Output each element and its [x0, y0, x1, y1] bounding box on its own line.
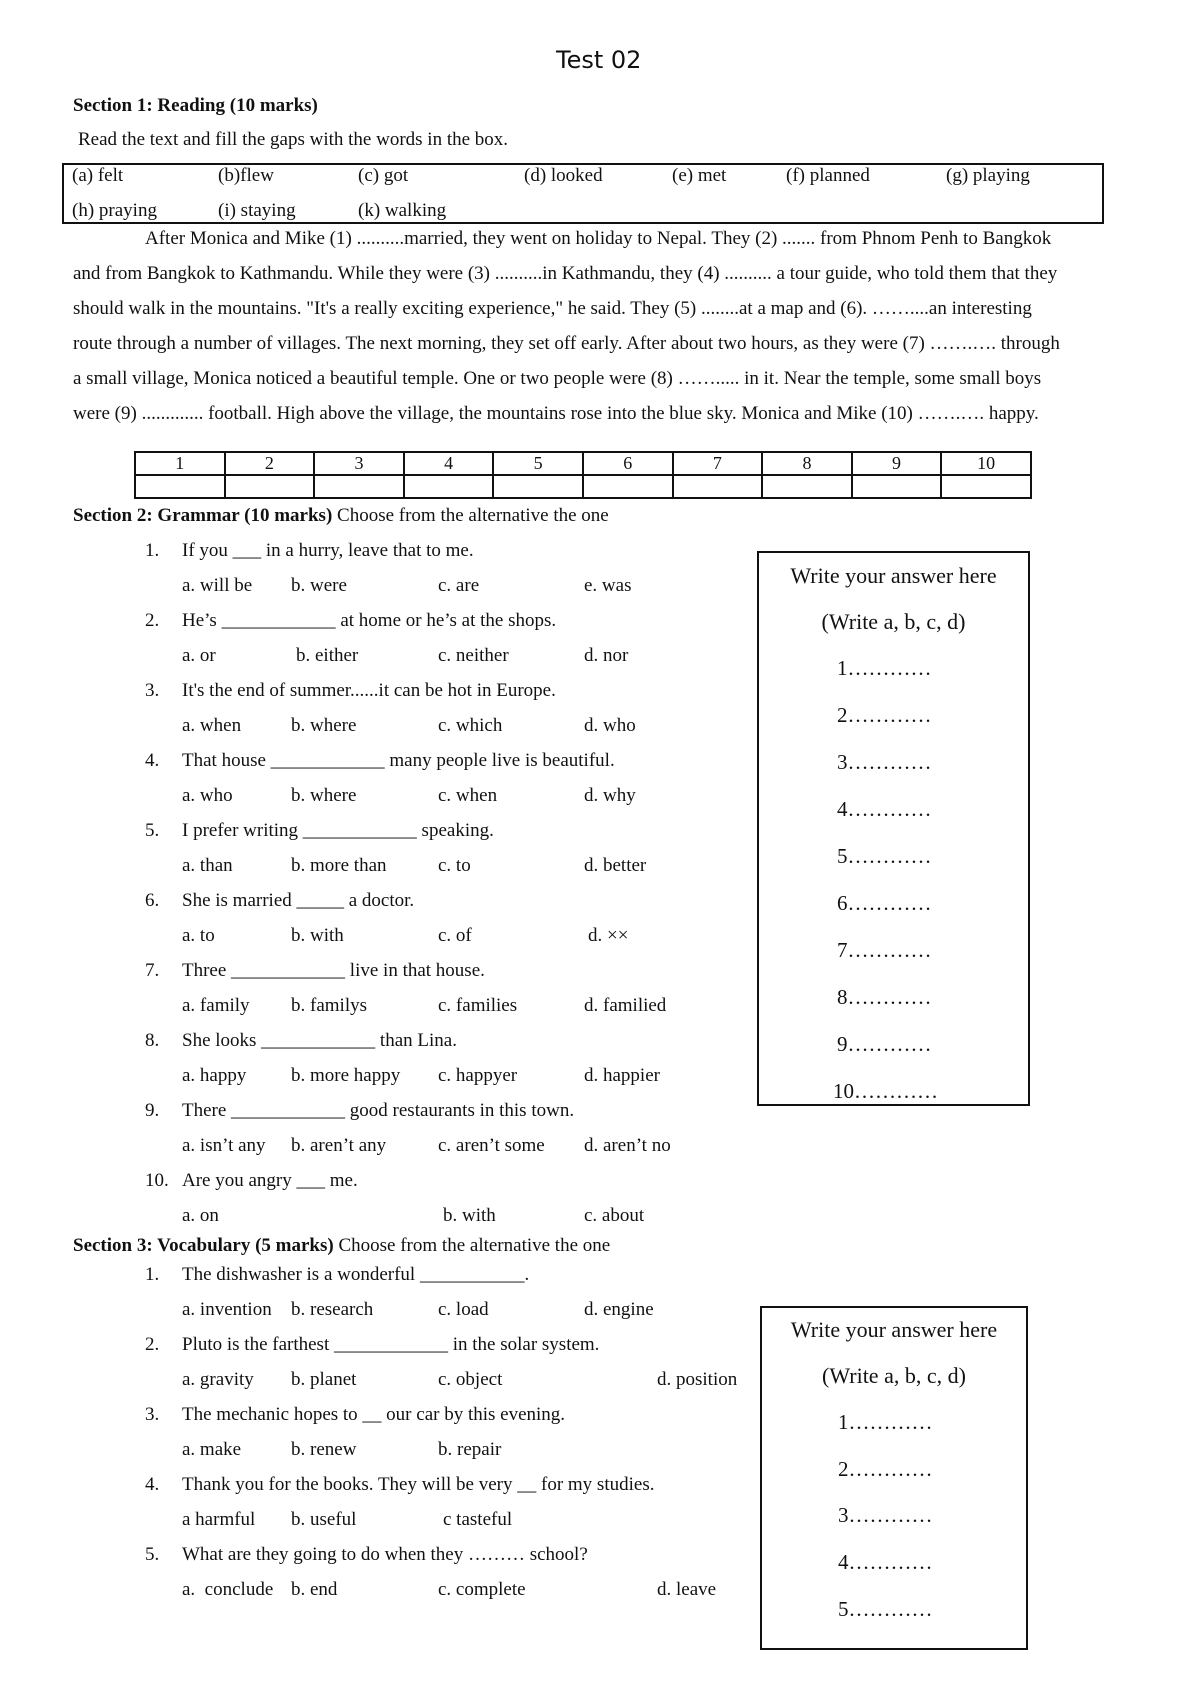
passage-line: were (9) ............. football. High above the village, the mountains rose into the blue sky. Monica and Mike (10) …….…. happy. [73, 403, 1039, 424]
answer-line[interactable]: 5………… [837, 844, 932, 868]
answer-line[interactable]: 1………… [837, 656, 932, 680]
answer-cell[interactable] [941, 475, 1031, 498]
question-number: 6. [145, 890, 160, 911]
option: a. to [182, 925, 215, 946]
passage-line: should walk in the mountains. "It's a really exciting experience," he said. They (5) ........at a map and (6). ……....an interesting [73, 298, 1032, 319]
question-number: 10. [145, 1170, 169, 1191]
answer-box-subheading: (Write a, b, c, d) [821, 609, 966, 634]
answer-cell[interactable] [852, 475, 942, 498]
option: c. when [438, 785, 498, 806]
answer-cell[interactable] [762, 475, 852, 498]
option: d. leave [657, 1579, 717, 1600]
option: a. than [182, 855, 233, 876]
grammar-answer-box [757, 551, 1030, 1106]
answer-line[interactable]: 10………… [833, 1079, 938, 1103]
passage-line: a small village, Monica noticed a beautiful temple. One or two people were (8) ……..... in it. Near the temple, some small boys [73, 368, 1042, 389]
option: c. are [438, 575, 480, 596]
option: b. end [291, 1579, 338, 1600]
question-number: 3. [145, 1404, 160, 1425]
grammar-header [73, 505, 609, 527]
option: b. familys [291, 995, 367, 1016]
reading-answer-table [134, 451, 1032, 499]
table-header-cell: 7 [673, 452, 763, 475]
word-option: (f) planned [786, 165, 870, 186]
answer-box-subheading: (Write a, b, c, d) [822, 1363, 966, 1388]
option: a harmful [182, 1509, 256, 1530]
reading-instruction: Read the text and fill the gaps with the words in the box. [78, 129, 509, 150]
option: d. aren’t no [584, 1135, 671, 1156]
option: a. will be [182, 575, 253, 596]
question-text: That house ____________ many people live is beautiful. [182, 750, 615, 771]
answer-line[interactable]: 4………… [838, 1550, 933, 1574]
option: d. engine [584, 1299, 654, 1320]
question-text: There ____________ good restaurants in this town. [182, 1100, 575, 1121]
option: b. either [296, 645, 359, 666]
answer-cell[interactable] [404, 475, 494, 498]
option: a. family [182, 995, 250, 1016]
option: b. research [291, 1299, 374, 1320]
word-option: (i) staying [218, 200, 296, 221]
question-number: 1. [145, 540, 160, 561]
question-text: Three ____________ live in that house. [182, 960, 485, 981]
option: c. about [584, 1205, 645, 1226]
option: e. was [584, 575, 632, 596]
option: b. aren’t any [291, 1135, 387, 1156]
vocabulary-heading: Section 3: Vocabulary (5 marks) [73, 1235, 334, 1256]
answer-line[interactable]: 8………… [837, 985, 932, 1009]
question-text: Thank you for the books. They will be very __ for my studies. [182, 1474, 655, 1495]
question-number: 4. [145, 750, 160, 771]
option: c. families [438, 995, 518, 1016]
word-option: (c) got [358, 165, 409, 186]
question-text: He’s ____________ at home or he’s at the shops. [182, 610, 557, 631]
question-number: 5. [145, 1544, 160, 1565]
question-text: I prefer writing ____________ speaking. [182, 820, 494, 841]
option: a. who [182, 785, 233, 806]
option: b. useful [291, 1509, 357, 1530]
word-option: (d) looked [524, 165, 603, 186]
table-header-cell: 3 [314, 452, 404, 475]
option: a. make [182, 1439, 242, 1460]
option: a. conclude [182, 1579, 274, 1600]
question-text: If you ___ in a hurry, leave that to me. [182, 540, 474, 561]
option: a. invention [182, 1299, 272, 1320]
table-header-cell: 4 [404, 452, 494, 475]
answer-line[interactable]: 1………… [838, 1410, 933, 1434]
option: c. complete [438, 1579, 526, 1600]
answer-cell[interactable] [493, 475, 583, 498]
table-row [135, 452, 1031, 475]
option: b. where [291, 715, 357, 736]
passage-line: route through a number of villages. The next morning, they set off early. After about two hours, as they were (7) …….…. through [73, 333, 1060, 354]
question-text: What are they going to do when they ……… school? [182, 1544, 588, 1565]
answer-line[interactable]: 6………… [837, 891, 932, 915]
option: d. who [584, 715, 636, 736]
answer-line[interactable]: 5………… [838, 1597, 933, 1621]
question-text: It's the end of summer......it can be hot in Europe. [182, 680, 556, 701]
option: d. better [584, 855, 647, 876]
option: c. neither [438, 645, 509, 666]
question-text: She looks ____________ than Lina. [182, 1030, 457, 1051]
vocabulary-header [73, 1235, 610, 1257]
word-option: (h) praying [72, 200, 157, 221]
option: d. nor [584, 645, 629, 666]
option: d. position [657, 1369, 738, 1390]
question-text: Pluto is the farthest ____________ in the solar system. [182, 1334, 600, 1355]
option: c tasteful [443, 1509, 513, 1530]
option: c. of [438, 925, 472, 946]
question-number: 4. [145, 1474, 160, 1495]
option: a. isn’t any [182, 1135, 266, 1156]
option: c. object [438, 1369, 503, 1390]
table-header-cell: 1 [135, 452, 225, 475]
option: c. happyer [438, 1065, 518, 1086]
vocabulary-answer-box [760, 1306, 1028, 1650]
option: d. ×× [588, 925, 629, 946]
option: a. when [182, 715, 242, 736]
question-number: 1. [145, 1264, 160, 1285]
option: b. more than [291, 855, 387, 876]
option: b. more happy [291, 1065, 401, 1086]
question-text: She is married _____ a doctor. [182, 890, 415, 911]
answer-line[interactable]: 3………… [838, 1503, 933, 1527]
table-header-cell: 8 [762, 452, 852, 475]
word-option: (b)flew [218, 165, 274, 186]
table-row [135, 475, 1031, 498]
passage-line: and from Bangkok to Kathmandu. While they were (3) ..........in Kathmandu, they (4) .......... a tour guide, who told them that they [73, 263, 1058, 284]
option: b. with [291, 925, 344, 946]
option: b. repair [438, 1439, 502, 1460]
answer-line[interactable]: 9………… [837, 1032, 932, 1056]
question-number: 2. [145, 610, 160, 631]
option: b. renew [291, 1439, 357, 1460]
option: c. which [438, 715, 503, 736]
table-header-cell: 6 [583, 452, 673, 475]
option: c. to [438, 855, 471, 876]
option: a. on [182, 1205, 219, 1226]
option: c. load [438, 1299, 489, 1320]
option: a. gravity [182, 1369, 254, 1390]
word-option: (e) met [672, 165, 727, 186]
option: a. or [182, 645, 216, 666]
option: b. were [291, 575, 347, 596]
table-header-cell: 9 [852, 452, 942, 475]
option: a. happy [182, 1065, 247, 1086]
question-text: The mechanic hopes to __ our car by this evening. [182, 1404, 566, 1425]
question-text: The dishwasher is a wonderful ___________. [182, 1264, 530, 1285]
table-header-cell: 10 [941, 452, 1031, 475]
answer-cell[interactable] [673, 475, 763, 498]
answer-line[interactable]: 2………… [838, 1457, 933, 1481]
question-number: 9. [145, 1100, 160, 1121]
option: d. familied [584, 995, 667, 1016]
answer-box-heading: Write your answer here [790, 563, 997, 588]
answer-cell[interactable] [225, 475, 315, 498]
answer-box-heading: Write your answer here [790, 1317, 998, 1342]
grammar-instruction: Choose from the alternative the one [337, 505, 609, 526]
option: b. where [291, 785, 357, 806]
reading-heading: Section 1: Reading (10 marks) [73, 95, 318, 116]
answer-line[interactable]: 7………… [837, 938, 932, 962]
word-option: (a) felt [72, 165, 124, 186]
question-number: 8. [145, 1030, 160, 1051]
answer-cell[interactable] [314, 475, 404, 498]
question-text: Are you angry ___ me. [182, 1170, 358, 1191]
passage-line: After Monica and Mike (1) ..........married, they went on holiday to Nepal. They (2) ....... from Phnom Penh to Bangkok [145, 228, 1052, 249]
answer-line[interactable]: 2………… [837, 703, 932, 727]
answer-line[interactable]: 3………… [837, 750, 932, 774]
table-header-cell: 2 [225, 452, 315, 475]
option: d. why [584, 785, 636, 806]
option: b. with [443, 1205, 496, 1226]
table-header-cell: 5 [493, 452, 583, 475]
word-option: (k) walking [358, 200, 447, 221]
answer-cell[interactable] [135, 475, 225, 498]
grammar-heading: Section 2: Grammar (10 marks) [73, 505, 333, 526]
question-number: 7. [145, 960, 160, 981]
question-number: 3. [145, 680, 160, 701]
option: d. happier [584, 1065, 660, 1086]
question-number: 2. [145, 1334, 160, 1355]
question-number: 5. [145, 820, 160, 841]
answer-cell[interactable] [583, 475, 673, 498]
vocabulary-instruction: Choose from the alternative the one [338, 1235, 611, 1256]
word-option: (g) playing [946, 165, 1030, 186]
option: b. planet [291, 1369, 357, 1390]
option: c. aren’t some [438, 1135, 545, 1156]
page-title: Test 02 [556, 46, 642, 74]
answer-line[interactable]: 4………… [837, 797, 932, 821]
